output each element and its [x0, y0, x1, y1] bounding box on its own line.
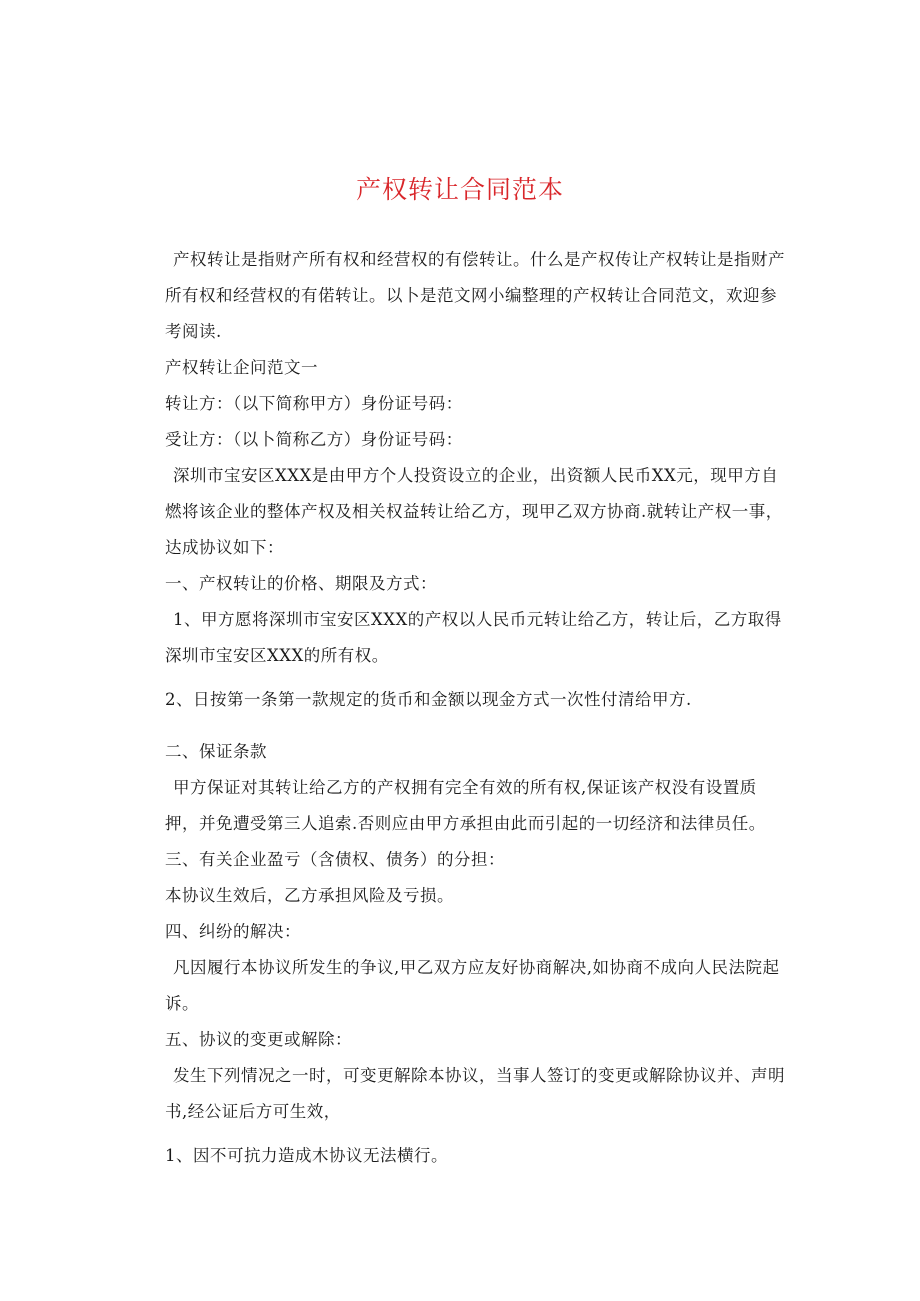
clause-dispute: 凡因履行本协议所发生的争议,甲乙双方应友好协商解决,如协商不成向人民法院起诉。	[165, 958, 780, 1013]
section-heading-dispute: 四、纠纷的解决：	[165, 922, 301, 941]
sample-heading: 产权转让企问范文一	[165, 358, 318, 377]
section-heading-guarantee: 二、保证条款	[165, 742, 267, 761]
clause-profit-loss: 本协议生效后，乙方承担风险及亏损。	[165, 886, 454, 905]
clause-price-1: 1、甲方愿将深圳市宝安区XXX的产权以人民币元转让给乙方，转让后，乙方取得深圳市宝安区XXX的所有权。	[165, 610, 782, 665]
clause-amendment-1: 1、因不可抗力造成木协议无法横行。	[165, 1146, 448, 1165]
clause-price-2: 2、日按第一条第一款规定的货币和金额以现金方式一次性付清给甲方.	[165, 690, 692, 709]
section-heading-price: 一、产权转让的价格、期限及方式：	[165, 574, 437, 593]
transferor-line: 转让方：（以下简称甲方）身份证号码：	[165, 394, 463, 413]
section-heading-profit-loss: 三、有关企业盈亏（含债权、债务）的分担：	[165, 850, 505, 869]
section-heading-amendment: 五、协议的变更或解除：	[165, 1030, 352, 1049]
clause-amendment: 发生下列情况之一时，可变更解除本协议，当事人签订的变更或解除协议并、声明书,经公证后方可生效，	[165, 1066, 785, 1121]
document-body	[165, 242, 785, 1174]
intro-paragraph: 产权转让是指财产所有权和经营权的有偿转让。什么是产权传让产权转让是指财产所有权和经营权的有偌转让。以卜是范文网小编整理的产权转让合同范文，欢迎参考阅读.	[165, 250, 785, 341]
document-title: 产权转让合同范本	[355, 175, 564, 204]
transferee-line: 受让方：（以卜简称乙方）身份证号码：	[165, 430, 463, 449]
background-paragraph: 深圳市宝安区XXX是由甲方个人投资设立的企业，出资额人民币XX元，现甲方自燃将该企业的整体产权及相关权益转让给乙方，现甲乙双方协商.就转让产权一事，达成协议如下：	[165, 466, 783, 557]
clause-guarantee: 甲方保证对其转让给乙方的产权拥有完全有效的所有权,保证该产权没有设置质押，并免遭受第三人追索.否则应由甲方承担由此而引起的一切经济和法律员任。	[165, 778, 766, 833]
